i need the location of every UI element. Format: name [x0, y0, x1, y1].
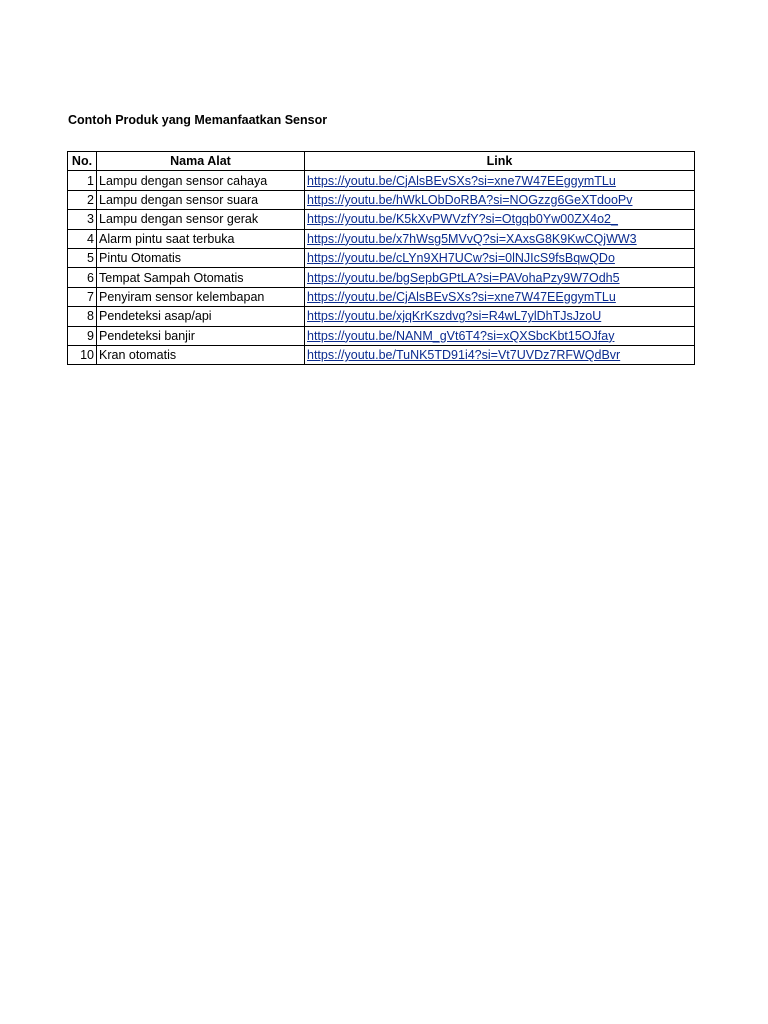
- table-row: [68, 171, 695, 190]
- table-row: [68, 229, 695, 248]
- device-name: Lampu dengan sensor gerak: [97, 210, 305, 229]
- row-number: 1: [68, 171, 97, 190]
- row-number: 9: [68, 326, 97, 345]
- video-link[interactable]: https://youtu.be/NANM_gVt6T4?si=xQXSbcKbt15OJfay: [307, 328, 615, 343]
- video-link[interactable]: https://youtu.be/cLYn9XH7UCw?si=0lNJIcS9fsBqwQDo: [307, 251, 615, 266]
- device-name: Lampu dengan sensor suara: [97, 190, 305, 209]
- device-name: Kran otomatis: [97, 345, 305, 364]
- table-row: [68, 210, 695, 229]
- row-number: 3: [68, 210, 97, 229]
- device-name: Tempat Sampah Otomatis: [97, 268, 305, 287]
- header-link: Link: [305, 152, 695, 171]
- table-row: [68, 307, 695, 326]
- document-title: Contoh Produk yang Memanfaatkan Sensor: [68, 113, 328, 127]
- video-link[interactable]: https://youtu.be/x7hWsg5MVvQ?si=XAxsG8K9KwCQjWW3: [307, 231, 637, 246]
- table-row: [68, 326, 695, 345]
- row-number: 10: [68, 345, 97, 364]
- table-header-row: [68, 152, 695, 171]
- header-no: No.: [68, 152, 97, 171]
- device-name: Penyiram sensor kelembapan: [97, 287, 305, 306]
- table-row: [68, 345, 695, 364]
- device-name: Pendeteksi banjir: [97, 326, 305, 345]
- video-link[interactable]: https://youtu.be/TuNK5TD91i4?si=Vt7UVDz7RFWQdBvr: [307, 348, 621, 363]
- row-number: 8: [68, 307, 97, 326]
- device-name: Pendeteksi asap/api: [97, 307, 305, 326]
- header-name: Nama Alat: [97, 152, 305, 171]
- row-number: 6: [68, 268, 97, 287]
- table-row: [68, 190, 695, 209]
- video-link[interactable]: https://youtu.be/CjAlsBEvSXs?si=xne7W47EEggymTLu: [307, 289, 616, 304]
- row-number: 4: [68, 229, 97, 248]
- device-name: Lampu dengan sensor cahaya: [97, 171, 305, 190]
- device-name: Alarm pintu saat terbuka: [97, 229, 305, 248]
- table-row: [68, 268, 695, 287]
- video-link[interactable]: https://youtu.be/CjAlsBEvSXs?si=xne7W47EEggymTLu: [307, 173, 616, 188]
- device-name: Pintu Otomatis: [97, 248, 305, 267]
- table-row: [68, 248, 695, 267]
- row-number: 7: [68, 287, 97, 306]
- video-link[interactable]: https://youtu.be/xjqKrKszdvg?si=R4wL7ylDhTJsJzoU: [307, 309, 602, 324]
- sensor-products-table: [67, 151, 695, 365]
- table-row: [68, 287, 695, 306]
- video-link[interactable]: https://youtu.be/K5kXvPWVzfY?si=Otgqb0Yw00ZX4o2_: [307, 212, 618, 227]
- row-number: 5: [68, 248, 97, 267]
- video-link[interactable]: https://youtu.be/hWkLObDoRBA?si=NOGzzg6GeXTdooPv: [307, 192, 633, 207]
- video-link[interactable]: https://youtu.be/bgSepbGPtLA?si=PAVohaPzy9W7Odh5: [307, 270, 620, 285]
- row-number: 2: [68, 190, 97, 209]
